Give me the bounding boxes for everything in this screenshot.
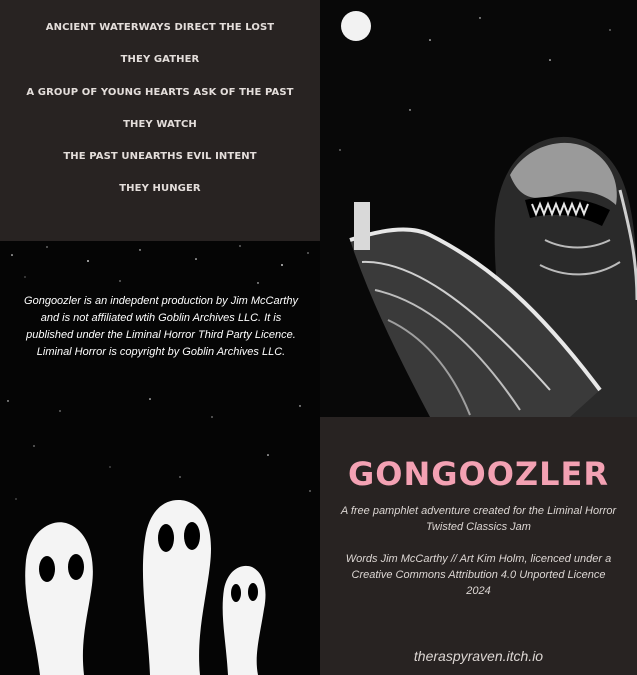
cover-credits: Words Jim McCarthy // Art Kim Holm, licenced under a Creative Commons Attribution 4.0 Unported Licence [345,553,612,581]
cover-url-link[interactable]: theraspyraven.itch.io [413,648,544,664]
ghost-figures-illustration [0,475,320,675]
poem-line-5: THE PAST UNEARTHS EVIL INTENT [63,151,257,162]
disclaimer-text: Gongoozler is an indepdent production by Jim McCarthy and is not affiliated wtih Goblin Archives LLC. It is published under the Liminal Horror Third Party Licence. Liminal Horror is copyright by Goblin Archives LLC. [24,295,298,358]
cover-panel [320,417,637,675]
cover-year: 2024 [466,585,491,597]
poem-line-1: ANCIENT WATERWAYS DIRECT THE LOST [45,22,275,33]
boat-creature-illustration [320,0,637,417]
ghost-middle [143,500,211,675]
poem-line-3: A GROUP OF YOUNG HEARTS ASK OF THE PAST [26,87,294,98]
cover-title: GONGOOZLER [347,455,609,493]
poem-line-2: THEY GATHER [120,54,200,65]
ghost-left [25,522,93,675]
disclaimer-panel [0,241,320,675]
cover-tagline: A free pamphlet adventure created for the Liminal Horror Twisted Classics Jam [340,505,617,533]
poem-panel [0,0,320,241]
moon-icon [341,11,371,41]
poem-line-4: THEY WATCH [123,119,197,130]
poem-line-6: THEY HUNGER [119,183,201,194]
ghost-right [223,566,266,675]
